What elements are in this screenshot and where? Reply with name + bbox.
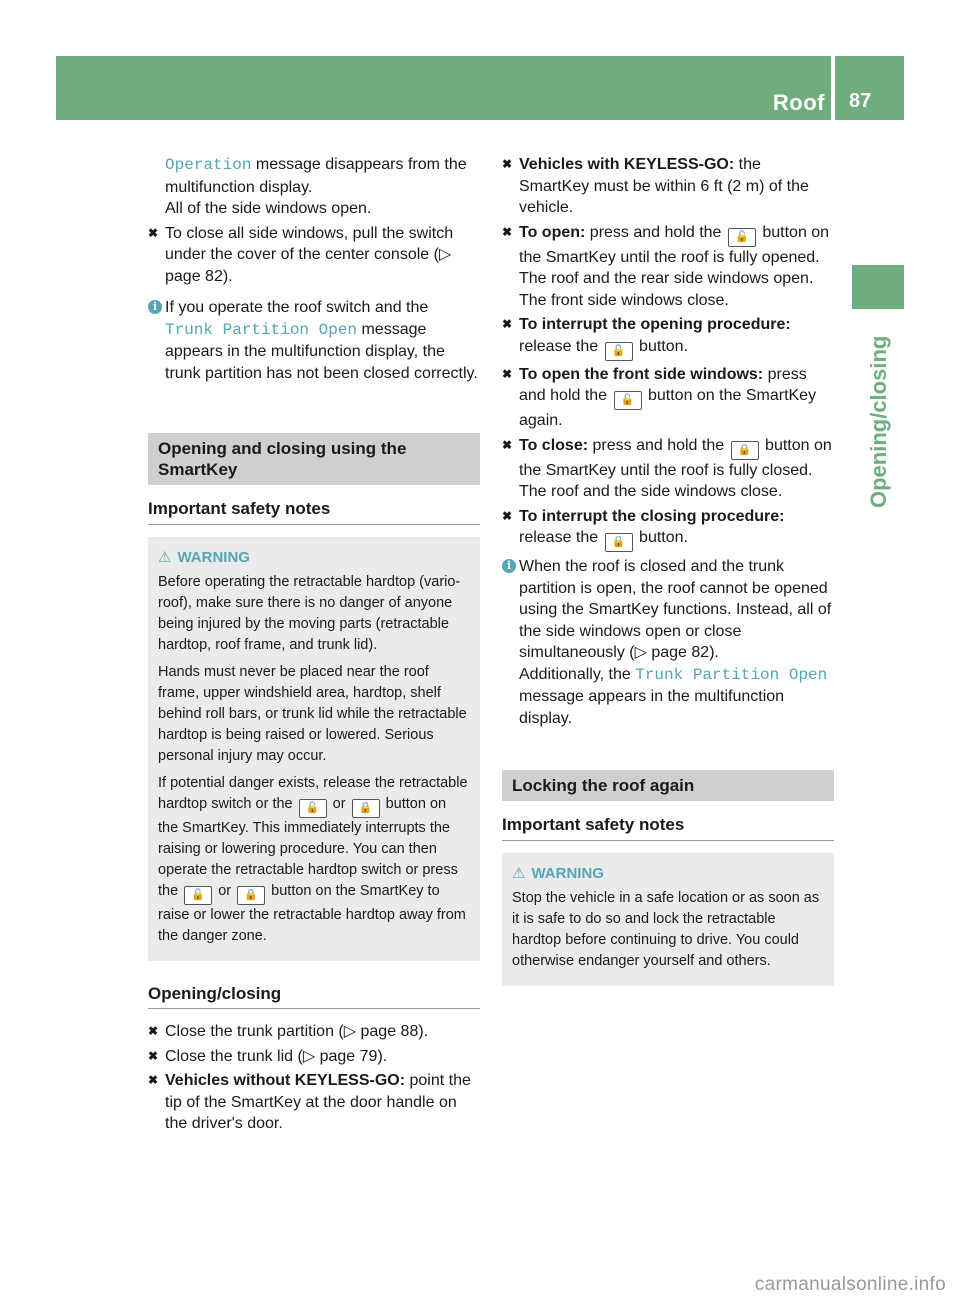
step-arrow-icon: ✖ xyxy=(148,1048,159,1063)
unlock-icon: 🔓 xyxy=(728,228,756,247)
intro-paragraph: Operation message disappears from the multifunction display. All of the side windows open. xyxy=(165,156,467,217)
warning-title: ⚠ WARNING xyxy=(512,864,604,882)
step-open-front-side-windows: ✖ To open the front side windows: press and hold the 🔓 button on the SmartKey again. xyxy=(502,365,817,429)
warning-paragraph: Before operating the retractable hardtop (vario-roof), make sure there is no danger of anyone being injured by the moving parts (retractable hardtop, roof frame, and trunk lid). xyxy=(158,573,461,653)
warning-box xyxy=(502,853,834,986)
step-arrow-icon: ✖ xyxy=(148,1024,159,1038)
warning-triangle-icon: ⚠ xyxy=(158,548,172,566)
step-arrow-icon: ✖ xyxy=(502,317,513,331)
unlock-icon: 🔓 xyxy=(605,342,633,361)
info-note: i If you operate the roof switch and the Trunk Partition Open message appears in the multifunction display, the trunk partition has not been closed correctly. xyxy=(148,297,480,384)
unlock-icon: 🔓 xyxy=(299,799,327,818)
step-to-open: ✖ To open: press and hold the 🔓 button on the SmartKey until the roof is fully opened. The roof and the rear side windows open. The front side windows close. xyxy=(502,223,830,309)
section-title: Roof xyxy=(772,90,825,115)
side-tab xyxy=(852,265,904,309)
lock-icon: 🔒 xyxy=(352,799,380,818)
warning-box xyxy=(148,537,480,961)
step-arrow-icon: ✖ xyxy=(502,157,513,171)
section-heading-locking: Locking the roof again xyxy=(502,770,834,801)
warning-paragraph: Stop the vehicle in a safe location or as soon as it is safe to do so and lock the retractable hardtop before continuing to drive. You could otherwise endanger yourself and others. xyxy=(512,889,820,969)
step-vehicles-without-keyless-go: ✖ Vehicles without KEYLESS-GO: point the tip of the SmartKey at the door handle on the driver's door. xyxy=(148,1072,471,1132)
step-arrow-icon: ✖ xyxy=(502,224,513,239)
step-arrow-icon: ✖ xyxy=(502,508,513,523)
subheading-opening-closing: Opening/closing xyxy=(148,983,480,1010)
subheading: Important safety notes xyxy=(502,814,834,841)
watermark: carmanualsonline.info xyxy=(754,1274,946,1295)
subheading: Important safety notes xyxy=(148,498,480,525)
warning-triangle-icon: ⚠ xyxy=(512,864,526,882)
lock-icon: 🔒 xyxy=(237,886,265,905)
step-close-trunk-lid: ✖ Close the trunk lid (▷ page 79). xyxy=(148,1046,480,1068)
step-to-close: ✖ To close: press and hold the 🔒 button on the SmartKey until the roof is fully closed. The roof and the side windows close. xyxy=(502,436,832,500)
section-heading: Opening and closing using the SmartKey xyxy=(148,433,480,485)
step-close-side-windows: ✖ To close all side windows, pull the switch under the cover of the center console (▷ page 82). xyxy=(148,224,454,285)
unlock-icon: 🔓 xyxy=(614,391,642,410)
lock-icon: 🔒 xyxy=(605,533,633,552)
info-icon: i xyxy=(148,300,162,314)
warning-title: ⚠ WARNING xyxy=(158,548,250,566)
right-column xyxy=(502,154,834,986)
step-arrow-icon: ✖ xyxy=(148,225,159,240)
warning-paragraph: Hands must never be placed near the roof frame, upper windshield area, hardtop, shelf behind roll bars, or trunk lid while the retractable hardtop is being raised or lowered. Serious personal injury may occur. xyxy=(158,663,467,764)
step-arrow-icon: ✖ xyxy=(502,366,513,381)
lock-icon: 🔒 xyxy=(731,441,759,460)
info-note: i When the roof is closed and the trunk partition is open, the roof cannot be opened using the SmartKey functions. Instead, all of the side windows open or close simultaneously (▷ page 82). Additionally, the Trunk Partition Open message appears in the multifunction display. xyxy=(502,556,834,729)
step-close-trunk-partition: ✖ Close the trunk partition (▷ page 88). xyxy=(148,1021,480,1043)
side-chapter-label: Opening/closing xyxy=(866,335,891,508)
step-interrupt-opening: ✖ To interrupt the opening procedure: release the 🔓 button. xyxy=(502,314,834,361)
step-arrow-icon: ✖ xyxy=(502,437,513,452)
step-vehicles-with-keyless-go: ✖ Vehicles with KEYLESS-GO: the SmartKey must be within 6 ft (2 m) of the vehicle. xyxy=(502,156,809,216)
step-interrupt-closing: ✖ To interrupt the closing procedure: release the 🔒 button. xyxy=(502,506,834,553)
unlock-icon: 🔓 xyxy=(184,886,212,905)
left-column xyxy=(148,154,480,1138)
step-arrow-icon: ✖ xyxy=(148,1073,159,1087)
warning-paragraph: If potential danger exists, release the retractable hardtop switch or the 🔓 or 🔒 button on the SmartKey. This immediately interrupts the raising or lowering procedure. You can then operate the retractable hardtop switch or press the 🔓 or 🔒 button on the SmartKey to raise or lower the retractable hardtop away from the danger zone. xyxy=(158,774,468,944)
header-bar xyxy=(56,56,831,120)
info-icon: i xyxy=(502,559,516,573)
page-number: 87 xyxy=(849,90,872,112)
display-message-code: Operation xyxy=(165,156,252,174)
